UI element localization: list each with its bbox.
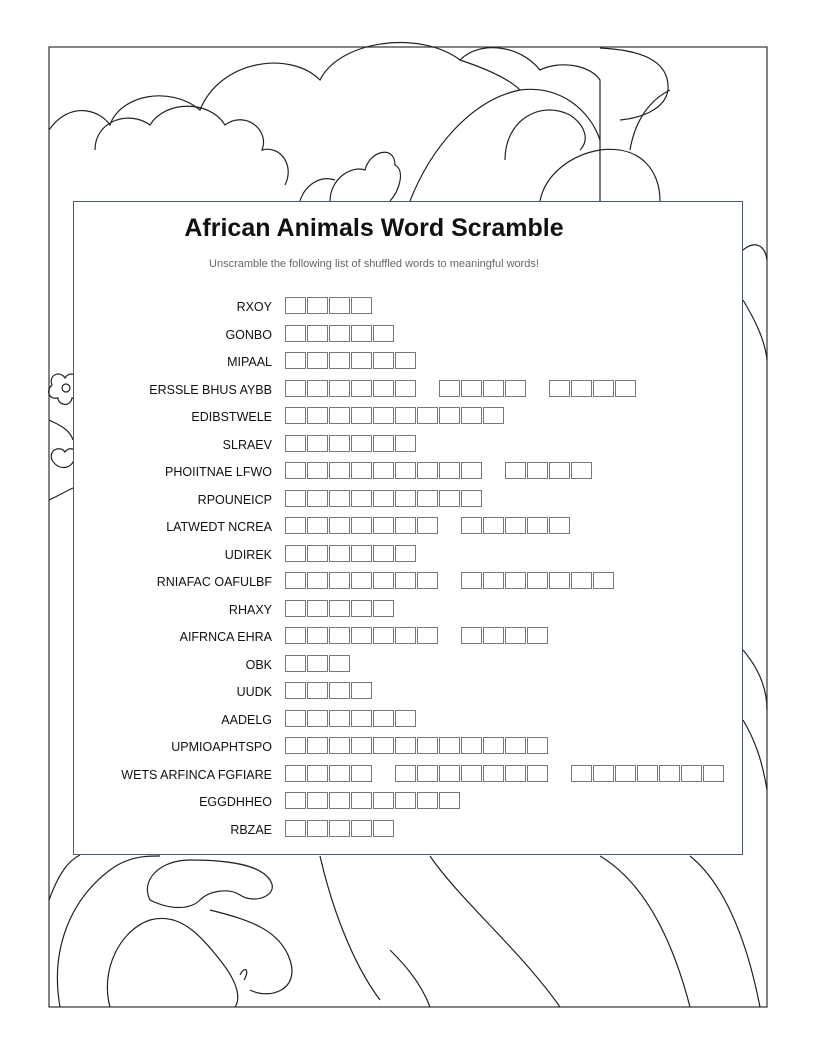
letter-box[interactable] [505, 627, 526, 644]
letter-box[interactable] [527, 572, 548, 589]
letter-box[interactable] [483, 572, 504, 589]
letter-box[interactable] [439, 462, 460, 479]
letter-box[interactable] [439, 737, 460, 754]
letter-box[interactable] [593, 380, 614, 397]
letter-box[interactable] [527, 765, 548, 782]
letter-box[interactable] [395, 380, 416, 397]
letter-box[interactable] [461, 380, 482, 397]
letter-box[interactable] [461, 407, 482, 424]
letter-box[interactable] [373, 490, 394, 507]
letter-box[interactable] [373, 600, 394, 617]
letter-box[interactable] [307, 517, 328, 534]
letter-box[interactable] [461, 490, 482, 507]
letter-box[interactable] [373, 792, 394, 809]
letter-box[interactable] [439, 490, 460, 507]
scrambled-word: RXOY [236, 300, 272, 314]
answer-word [285, 765, 373, 783]
scrambled-word: ERSSLE BHUS AYBB [149, 382, 272, 397]
letter-box[interactable] [483, 407, 504, 424]
scrambled-word: SLRAEV [222, 437, 272, 452]
letter-box[interactable] [285, 352, 306, 369]
letter-box[interactable] [285, 490, 306, 507]
letter-box[interactable] [527, 462, 548, 479]
letter-box[interactable] [307, 820, 328, 837]
letter-box[interactable] [439, 380, 460, 397]
letter-box[interactable] [461, 517, 482, 534]
scrambled-word: UPMIOAPHTSPO [171, 740, 272, 754]
letter-box[interactable] [329, 407, 350, 424]
letter-box[interactable] [439, 765, 460, 782]
letter-box[interactable] [417, 517, 438, 534]
letter-box[interactable] [527, 627, 548, 644]
letter-box[interactable] [329, 765, 350, 782]
letter-box[interactable] [351, 490, 372, 507]
answer-word [285, 297, 373, 315]
letter-box[interactable] [571, 380, 592, 397]
letter-box[interactable] [307, 737, 328, 754]
answer-word [285, 655, 351, 673]
letter-box[interactable] [307, 765, 328, 782]
letter-box[interactable] [351, 737, 372, 754]
letter-box[interactable] [395, 710, 416, 727]
letter-box[interactable] [329, 737, 350, 754]
scrambled-word: RHAXY [228, 602, 272, 617]
letter-box[interactable] [351, 407, 372, 424]
letter-box[interactable] [461, 765, 482, 782]
letter-box[interactable] [285, 682, 306, 699]
answer-word [285, 627, 439, 645]
letter-box[interactable] [593, 765, 614, 782]
letter-box[interactable] [505, 380, 526, 397]
answer-word [285, 407, 505, 425]
answer-word [505, 462, 593, 480]
letter-box[interactable] [351, 435, 372, 452]
answer-word [461, 517, 571, 535]
scrambled-word: RBZAE [230, 822, 272, 837]
letter-box[interactable] [571, 462, 592, 479]
letter-box[interactable] [395, 545, 416, 562]
letter-box[interactable] [285, 380, 306, 397]
letter-box[interactable] [373, 710, 394, 727]
scrambled-word: OBK [245, 657, 272, 672]
letter-box[interactable] [351, 545, 372, 562]
letter-box[interactable] [329, 600, 350, 617]
letter-box[interactable] [483, 517, 504, 534]
letter-box[interactable] [285, 435, 306, 452]
letter-box[interactable] [439, 792, 460, 809]
instructions: Unscramble the following list of shuffled words to meaningful words! [209, 258, 539, 270]
letter-box[interactable] [417, 765, 438, 782]
letter-box[interactable] [307, 380, 328, 397]
letter-box[interactable] [505, 572, 526, 589]
letter-box[interactable] [549, 380, 570, 397]
letter-box[interactable] [329, 325, 350, 342]
letter-box[interactable] [417, 792, 438, 809]
scrambled-word: AIFRNCA EHRA [179, 630, 272, 644]
letter-box[interactable] [571, 572, 592, 589]
answer-word [285, 572, 439, 590]
letter-box[interactable] [351, 765, 372, 782]
letter-box[interactable] [307, 352, 328, 369]
letter-box[interactable] [505, 737, 526, 754]
letter-box[interactable] [439, 407, 460, 424]
letter-box[interactable] [329, 297, 350, 314]
letter-box[interactable] [329, 490, 350, 507]
letter-box[interactable] [373, 737, 394, 754]
letter-box[interactable] [285, 325, 306, 342]
letter-box[interactable] [285, 737, 306, 754]
letter-box[interactable] [615, 380, 636, 397]
answer-word [285, 352, 417, 370]
letter-box[interactable] [285, 545, 306, 562]
answer-word [285, 737, 549, 755]
answer-word [285, 792, 461, 810]
letter-box[interactable] [307, 792, 328, 809]
letter-box[interactable] [307, 627, 328, 644]
letter-box[interactable] [483, 765, 504, 782]
letter-box[interactable] [285, 600, 306, 617]
letter-box[interactable] [395, 462, 416, 479]
letter-box[interactable] [395, 737, 416, 754]
letter-box[interactable] [285, 820, 306, 837]
letter-box[interactable] [351, 325, 372, 342]
answer-word [461, 627, 549, 645]
answer-word [285, 490, 483, 508]
letter-box[interactable] [615, 765, 636, 782]
letter-box[interactable] [307, 572, 328, 589]
letter-box[interactable] [329, 517, 350, 534]
letter-box[interactable] [285, 710, 306, 727]
scrambled-word: AADELG [221, 712, 272, 727]
letter-box[interactable] [351, 820, 372, 837]
letter-box[interactable] [285, 765, 306, 782]
letter-box[interactable] [527, 517, 548, 534]
letter-box[interactable] [373, 572, 394, 589]
scrambled-word: UDIREK [224, 547, 272, 562]
letter-box[interactable] [373, 407, 394, 424]
letter-box[interactable] [329, 462, 350, 479]
letter-box[interactable] [373, 380, 394, 397]
letter-box[interactable] [307, 655, 328, 672]
letter-box[interactable] [637, 765, 658, 782]
letter-box[interactable] [395, 490, 416, 507]
letter-box[interactable] [285, 572, 306, 589]
scrambled-word: RNIAFAC OAFULBF [156, 575, 272, 589]
letter-box[interactable] [351, 572, 372, 589]
letter-box[interactable] [351, 462, 372, 479]
letter-box[interactable] [285, 655, 306, 672]
letter-box[interactable] [703, 765, 724, 782]
letter-box[interactable] [659, 765, 680, 782]
answer-word [571, 765, 725, 783]
letter-box[interactable] [417, 407, 438, 424]
letter-box[interactable] [461, 627, 482, 644]
letter-box[interactable] [373, 627, 394, 644]
letter-box[interactable] [307, 490, 328, 507]
letter-box[interactable] [351, 517, 372, 534]
letter-box[interactable] [307, 297, 328, 314]
letter-box[interactable] [505, 462, 526, 479]
letter-box[interactable] [329, 352, 350, 369]
letter-box[interactable] [483, 737, 504, 754]
letter-box[interactable] [483, 380, 504, 397]
letter-box[interactable] [417, 462, 438, 479]
letter-box[interactable] [307, 435, 328, 452]
answer-word [285, 380, 417, 398]
answer-word [285, 545, 417, 563]
scrambled-word: RPOUNEICP [197, 492, 272, 507]
letter-box[interactable] [285, 297, 306, 314]
letter-box[interactable] [329, 435, 350, 452]
letter-box[interactable] [417, 737, 438, 754]
letter-box[interactable] [395, 792, 416, 809]
page-title: African Animals Word Scramble [184, 214, 564, 242]
scrambled-word: GONBO [225, 327, 272, 342]
letter-box[interactable] [681, 765, 702, 782]
letter-box[interactable] [329, 572, 350, 589]
letter-box[interactable] [307, 545, 328, 562]
letter-box[interactable] [351, 380, 372, 397]
scrambled-word: EGGDHHEO [199, 795, 272, 809]
letter-box[interactable] [549, 462, 570, 479]
letter-box[interactable] [461, 462, 482, 479]
answer-word [285, 820, 395, 838]
letter-box[interactable] [527, 737, 548, 754]
letter-box[interactable] [505, 765, 526, 782]
letter-box[interactable] [549, 572, 570, 589]
answer-word [285, 682, 373, 700]
scrambled-word: UUDK [236, 685, 272, 699]
answer-word [549, 380, 637, 398]
letter-box[interactable] [285, 792, 306, 809]
letter-box[interactable] [373, 820, 394, 837]
scrambled-word: MIPAAL [227, 355, 272, 369]
letter-box[interactable] [483, 627, 504, 644]
letter-box[interactable] [329, 820, 350, 837]
letter-box[interactable] [307, 325, 328, 342]
letter-box[interactable] [329, 380, 350, 397]
answer-word [285, 710, 417, 728]
letter-box[interactable] [307, 682, 328, 699]
answer-word [285, 325, 395, 343]
letter-box[interactable] [395, 572, 416, 589]
scrambled-word: WETS ARFINCA FGFIARE [121, 767, 272, 782]
letter-box[interactable] [373, 545, 394, 562]
letter-box[interactable] [329, 627, 350, 644]
letter-box[interactable] [593, 572, 614, 589]
letter-box[interactable] [571, 765, 592, 782]
letter-box[interactable] [351, 682, 372, 699]
answer-word [285, 462, 483, 480]
answer-word [439, 380, 527, 398]
letter-box[interactable] [395, 352, 416, 369]
answer-word [285, 435, 417, 453]
letter-box[interactable] [285, 627, 306, 644]
letter-box[interactable] [395, 407, 416, 424]
letter-box[interactable] [329, 792, 350, 809]
letter-box[interactable] [417, 490, 438, 507]
letter-box[interactable] [395, 765, 416, 782]
letter-box[interactable] [373, 352, 394, 369]
answer-word [285, 517, 439, 535]
letter-box[interactable] [285, 517, 306, 534]
answer-word [461, 572, 615, 590]
letter-box[interactable] [373, 462, 394, 479]
scrambled-word: PHOIITNAE LFWO [165, 465, 272, 479]
worksheet-card [73, 201, 743, 855]
letter-box[interactable] [351, 352, 372, 369]
letter-box[interactable] [307, 710, 328, 727]
letter-box[interactable] [351, 710, 372, 727]
letter-box[interactable] [549, 517, 570, 534]
letter-box[interactable] [307, 407, 328, 424]
letter-box[interactable] [329, 545, 350, 562]
letter-box[interactable] [329, 682, 350, 699]
letter-box[interactable] [461, 737, 482, 754]
letter-box[interactable] [417, 572, 438, 589]
letter-box[interactable] [329, 710, 350, 727]
letter-box[interactable] [373, 517, 394, 534]
letter-box[interactable] [417, 627, 438, 644]
scrambled-word: EDIBSTWELE [191, 410, 272, 424]
answer-word [395, 765, 549, 783]
letter-box[interactable] [307, 600, 328, 617]
letter-box[interactable] [461, 572, 482, 589]
letter-box[interactable] [329, 655, 350, 672]
letter-box[interactable] [395, 517, 416, 534]
letter-box[interactable] [373, 435, 394, 452]
letter-box[interactable] [307, 462, 328, 479]
letter-box[interactable] [395, 435, 416, 452]
letter-box[interactable] [373, 325, 394, 342]
letter-box[interactable] [395, 627, 416, 644]
letter-box[interactable] [351, 297, 372, 314]
answer-word [285, 600, 395, 618]
letter-box[interactable] [285, 407, 306, 424]
scrambled-word: LATWEDT NCREA [166, 520, 272, 534]
letter-box[interactable] [351, 627, 372, 644]
letter-box[interactable] [285, 462, 306, 479]
letter-box[interactable] [351, 792, 372, 809]
letter-box[interactable] [351, 600, 372, 617]
letter-box[interactable] [505, 517, 526, 534]
